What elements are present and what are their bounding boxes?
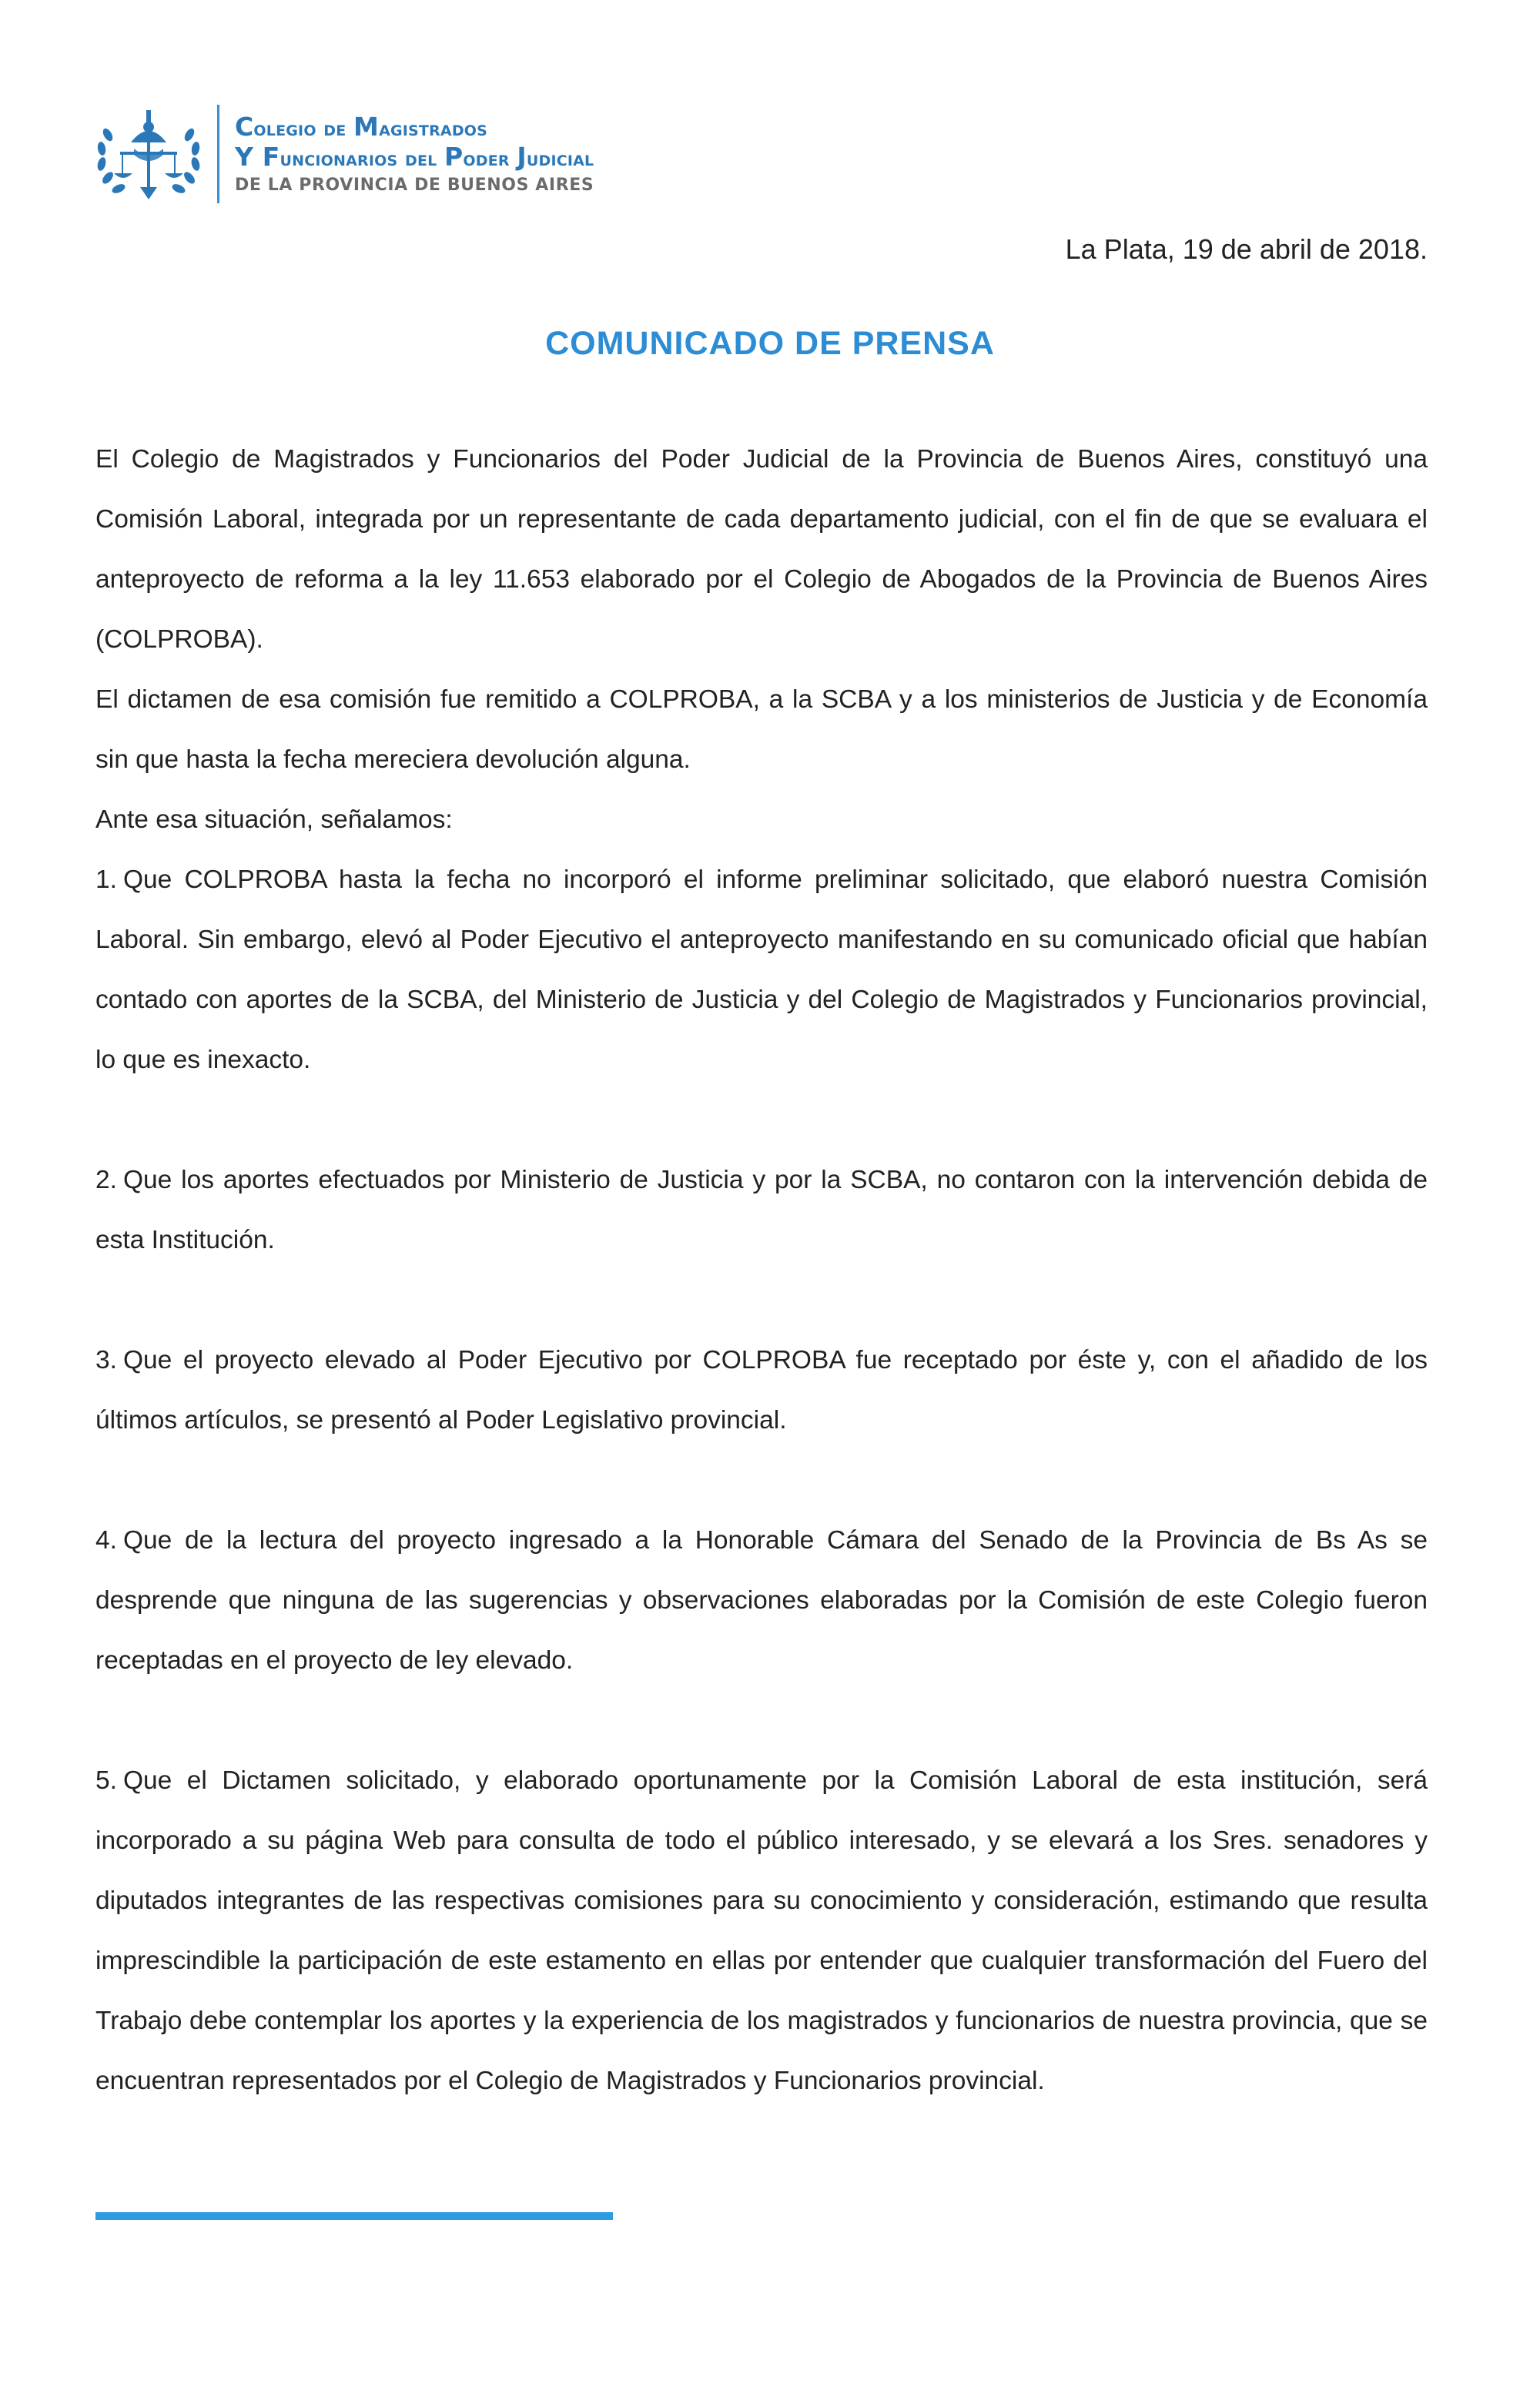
list-item xyxy=(95,1150,1428,1270)
list-item-text: Que el Dictamen solicitado, y elaborado oportunamente por la Comisión Laboral de esta institución, será incorporado a su página Web para consulta de todo el público interesado, y se elevará a los Sres. senadores y diputados integrantes de las respectivas comisiones para su conocimiento y consideración, estimando que resulta imprescindible la participación de este estamento en ellas por entender que cualquier transformación del Fuero del Trabajo debe contemplar los aportes y la experiencia de los magistrados y funcionarios de nuestra provincia, que se encuentran representados por el Colegio de Magistrados y Funcionarios provincial. xyxy=(95,1766,1428,2095)
organization-name-line-3: DE LA PROVINCIA DE BUENOS AIRES xyxy=(235,175,594,195)
document-date: La Plata, 19 de abril de 2018. xyxy=(1065,233,1428,265)
list-item-text: Que el proyecto elevado al Poder Ejecutivo por COLPROBA fue receptado por éste y, con el añadido de los últimos artículos, se presentó al Poder Legislativo provincial. xyxy=(95,1346,1428,1435)
scales-of-justice-emblem-icon xyxy=(91,104,206,204)
list-item-text: Que de la lectura del proyecto ingresado a la Honorable Cámara del Senado de la Provincia de Bs As se desprende que ninguna de las sugerencias y observaciones elaboradas por la Comisión de este Colegio fueron receptadas en el proyecto de ley elevado. xyxy=(95,1526,1428,1675)
paragraph-intro: El Colegio de Magistrados y Funcionarios del Poder Judicial de la Provincia de Buenos Aires, constituyó una Comisión Laboral, integrada por un representante de cada departamento judicial, con el fin de que se evaluara el anteproyecto de reforma a la ley 11.653 elaborado por el Colegio de Abogados de la Provincia de Buenos Aires (COLPROBA). xyxy=(95,445,1428,654)
list-item xyxy=(95,1751,1428,2111)
list-item-number: 4. xyxy=(95,1526,117,1555)
initial-p: P xyxy=(444,142,464,172)
letterhead xyxy=(91,104,594,204)
organization-name xyxy=(235,112,594,196)
word-oder: oder xyxy=(463,147,517,172)
list-item-number: 5. xyxy=(95,1766,117,1795)
organization-name-line-1 xyxy=(235,112,594,142)
list-item xyxy=(95,850,1428,1090)
list-item-number: 3. xyxy=(95,1346,117,1374)
initial-c: C xyxy=(235,112,254,142)
list-item xyxy=(95,1331,1428,1451)
word-agistrados: agistrados xyxy=(379,117,488,142)
list-item-text: Que los aportes efectuados por Ministerio de Justicia y por la SCBA, no contaron con la intervención debida de esta Institución. xyxy=(95,1166,1428,1254)
list-item xyxy=(95,1511,1428,1691)
letterhead-divider xyxy=(217,105,219,203)
initial-m: M xyxy=(353,112,380,142)
list-item-number: 1. xyxy=(95,865,117,894)
document-title: COMUNICADO DE PRENSA xyxy=(545,325,995,362)
word-udicial: udicial xyxy=(526,147,594,172)
document-body xyxy=(95,430,1428,2111)
word-olegio: olegio de xyxy=(253,117,354,142)
list-item-text: Que COLPROBA hasta la fecha no incorporó el informe preliminar solicitado, que elaboró nuestra Comisión Laboral. Sin embargo, elevó al Poder Ejecutivo el anteproyecto manifestando en su comunicado oficial que habían contado con aportes de la SCBA, del Ministerio de Justicia y del Colegio de Magistrados y Funcionarios provincial, lo que es inexacto. xyxy=(95,865,1428,1074)
word-uncionarios: uncionarios del xyxy=(280,147,445,172)
list-item-number: 2. xyxy=(95,1166,117,1194)
footer-rule xyxy=(95,2212,613,2220)
paragraph-dictamen: El dictamen de esa comisión fue remitido a COLPROBA, a la SCBA y a los ministerios de Justicia y de Economía sin que hasta la fecha mereciera devolución alguna. xyxy=(95,685,1428,774)
initial-j: J xyxy=(517,142,527,172)
paragraph-situacion: Ante esa situación, señalamos: xyxy=(95,805,453,834)
organization-name-line-2 xyxy=(235,142,594,172)
initial-yf: Y F xyxy=(235,142,280,172)
